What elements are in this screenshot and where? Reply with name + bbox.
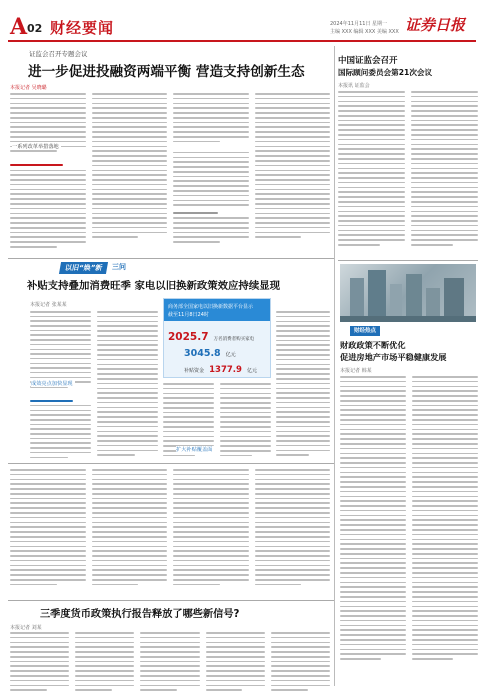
banner-tag-label: 以旧“焕”新 <box>64 264 103 272</box>
lead-col-3 <box>173 92 249 252</box>
lead-subhead-text: 一系列改革举措落地 <box>12 144 59 150</box>
page-number: 02 <box>27 22 43 35</box>
right-feature-body <box>338 90 478 255</box>
right-feature <box>338 46 478 256</box>
banner-subhead-2: 扩大补贴覆盖面 <box>176 447 213 453</box>
right-column-divider <box>334 46 335 686</box>
banner-body-right <box>276 310 330 458</box>
finance-headline-2: 促进房地产市场平稳健康发展 <box>340 352 447 362</box>
infobox-sub-value: 1377.9 <box>209 365 242 375</box>
banner-tag <box>59 262 108 274</box>
lead-divider <box>8 258 334 259</box>
finance-headline-1: 财政政策不断优化 <box>340 340 406 350</box>
right-feature-headline-1: 中国证监会召开 <box>338 56 398 66</box>
bottom-body <box>10 631 330 695</box>
bottom-divider <box>8 600 334 601</box>
lead-kicker: 证监会召开专题会议 <box>29 50 88 58</box>
lead-subhead <box>10 164 63 166</box>
page-letter: A <box>10 14 28 40</box>
paper-logo: 证券日报 <box>405 16 466 34</box>
bottom-byline: 本报记者 刘某 <box>10 625 42 631</box>
infobox-sub-unit: 亿元 <box>247 368 258 374</box>
building-photo-icon <box>340 264 476 322</box>
right-feature-byline: 本报讯 证监会 <box>338 83 370 89</box>
lead-headline: 进一步促进投融资两端平衡 营造支持创新生态 <box>28 64 305 80</box>
right-feature-headline-2: 国际顾问委员会第21次会议 <box>338 68 433 77</box>
finance-top-divider <box>338 260 478 261</box>
masthead-rule <box>8 40 476 42</box>
finance-body <box>340 375 478 695</box>
lead-col-4 <box>255 92 331 252</box>
banner-byline: 本报记者 张某某 <box>30 302 67 308</box>
finance-label <box>350 326 380 336</box>
infobox <box>163 298 271 378</box>
banner-divider <box>8 463 334 464</box>
infobox-big-value: 2025.7 <box>168 331 209 343</box>
infobox-big-unit: 万名消费者购买家电 <box>213 337 255 342</box>
issue-date: 2024年11月11日 星期一 <box>330 21 388 27</box>
banner-headline: 补贴支持叠加消费旺季 家电以旧换新政策效应持续显现 <box>27 280 280 292</box>
bottom-headline: 三季度货币政策执行报告释放了哪些新信号? <box>40 609 240 620</box>
lead-col-1 <box>10 92 86 252</box>
infobox-sub-label: 补贴资金 <box>184 368 205 374</box>
lead-col-2 <box>92 92 168 252</box>
banner-subhead: 成效亮点加快显现 <box>31 381 73 387</box>
infobox-sub-row <box>184 357 257 376</box>
infobox-sales-value: 3045.8 <box>184 348 221 359</box>
finance-byline: 本报记者 韩某 <box>340 368 372 374</box>
infobox-sales-unit: 亿元 <box>225 352 236 358</box>
section-title: 财经要闻 <box>50 19 115 37</box>
lead-byline: 本报记者 吴晓璐 <box>10 85 47 91</box>
infobox-line2: 截至11月8日24时 <box>168 312 209 318</box>
banner-body-lower <box>10 468 330 598</box>
finance-photo <box>340 264 476 322</box>
editor-line: 主编 XXX 编辑 XXX 美编 XXX <box>330 29 399 35</box>
lead-body <box>10 92 330 252</box>
masthead <box>0 0 484 44</box>
infobox-line1: 商务部全国家电以旧换新数据平台显示 <box>168 304 254 310</box>
finance-label-text: 财经热点 <box>354 328 377 334</box>
banner-tag-suffix: 三问 <box>112 263 126 271</box>
